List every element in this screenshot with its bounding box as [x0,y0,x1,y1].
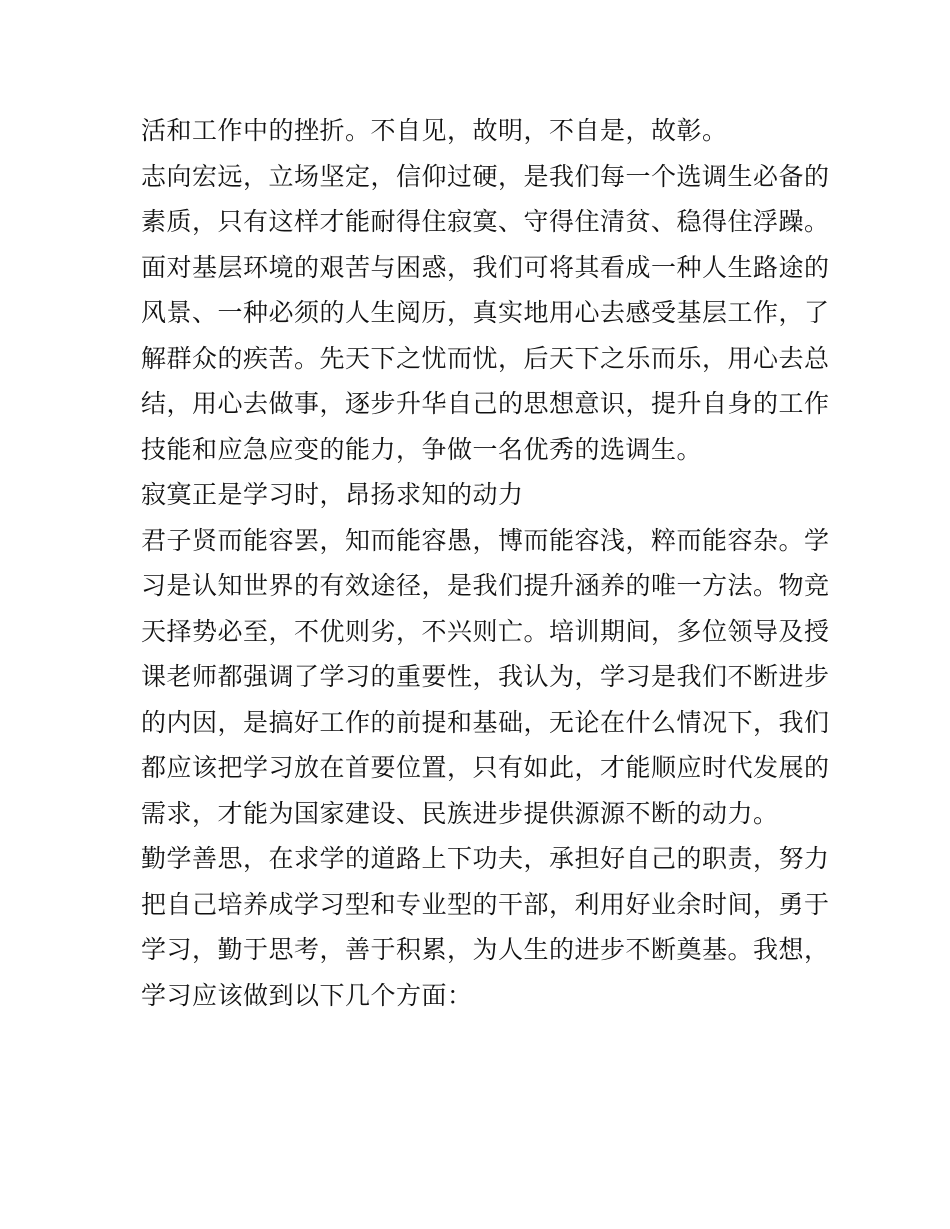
text-line: 风景、一种必须的人生阅历，真实地用心去感受基层工作，了 [141,298,830,327]
text-line: 勤学善思，在求学的道路上下功夫，承担好自己的职责，努力 [141,844,830,873]
text-line: 君子贤而能容罢，知而能容愚，博而能容浅，粹而能容杂。学 [141,525,830,555]
text-line: 技能和应急应变的能力，争做一名优秀的选调生。 [141,434,703,464]
text-line: 面对基层环境的艰苦与困惑，我们可将其看成一种人生路途的 [141,252,830,282]
text-line: 天择势必至，不优则劣，不兴则亡。培训期间，多位领导及授 [141,616,830,646]
text-line: 都应该把学习放在首要位置，只有如此，才能顺应时代发展的 [141,753,830,782]
text-line: 结，用心去做事，逐步升华自己的思想意识，提升自身的工作 [141,389,830,418]
section-heading: 寂寞正是学习时，昂扬求知的动力 [141,480,524,509]
text-line: 学习应该做到以下几个方面： [141,980,473,1010]
text-line: 习是认知世界的有效途径，是我们提升涵养的唯一方法。物竞 [141,571,830,600]
text-line: 解群众的疾苦。先天下之忧而忧，后天下之乐而乐，用心去总 [141,343,830,373]
text-line: 把自己培养成学习型和专业型的干部，利用好业余时间，勇于 [141,889,830,919]
text-line: 的内因，是搞好工作的前提和基础，无论在什么情况下，我们 [141,707,830,737]
text-line: 素质，只有这样才能耐得住寂寞、守得住清贫、稳得住浮躁。 [141,207,830,236]
text-line: 需求，才能为国家建设、民族进步提供源源不断的动力。 [141,798,779,828]
text-line: 活和工作中的挫折。不自见，故明，不自是，故彰。 [141,116,728,145]
text-line: 学习，勤于思考，善于积累，为人生的进步不断奠基。我想， [141,935,830,964]
text-line: 课老师都强调了学习的重要性，我认为，学习是我们不断进步 [141,662,830,691]
document-body [141,108,830,1018]
text-line: 志向宏远，立场坚定，信仰过硬，是我们每一个选调生必备的 [141,161,830,191]
